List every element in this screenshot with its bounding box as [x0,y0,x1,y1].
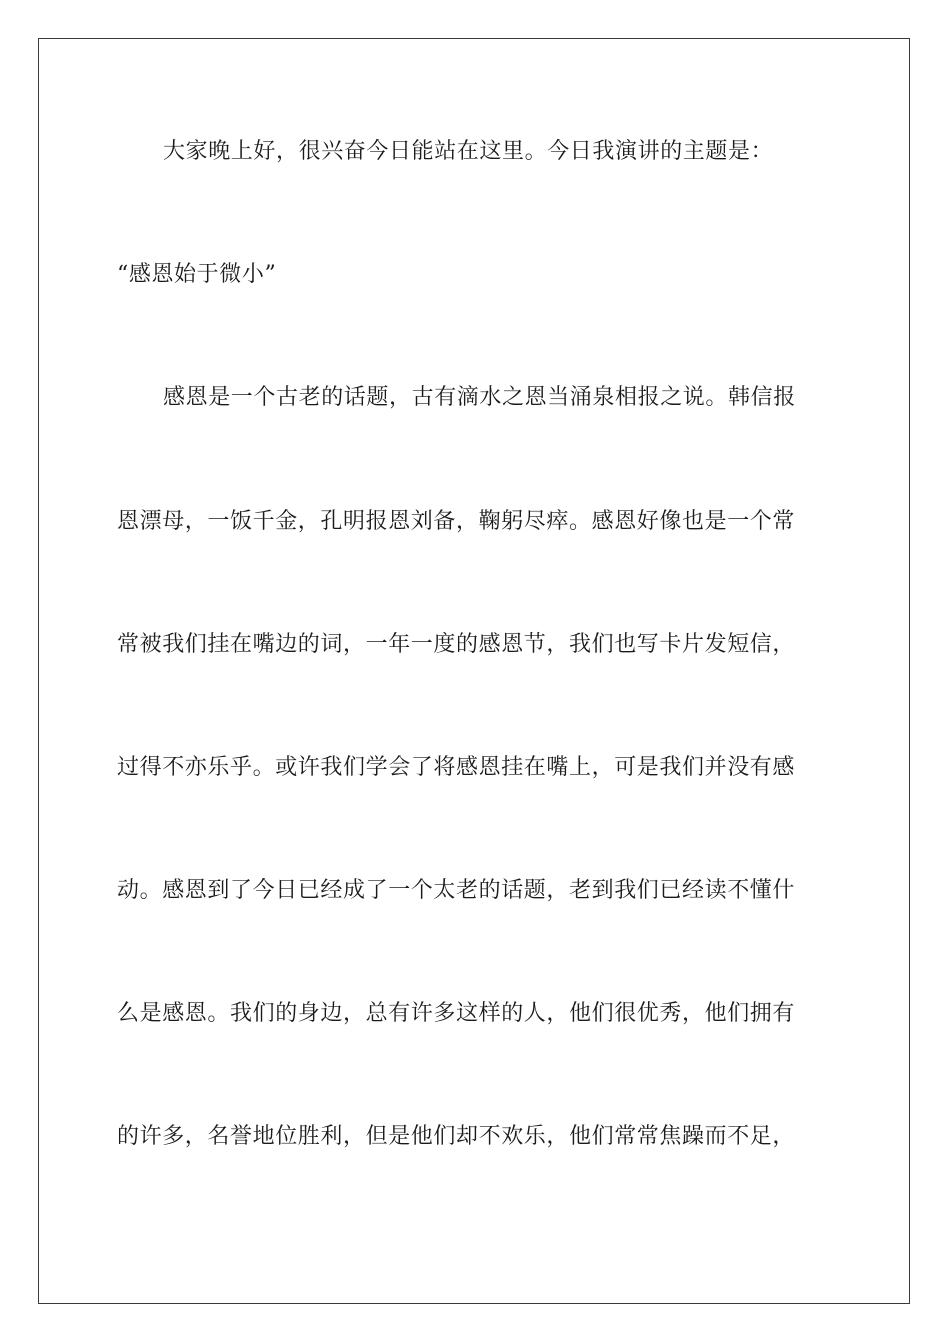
paragraph-2-line-3: 常被我们挂在嘴边的词，一年一度的感恩节，我们也写卡片发短信， [117,632,796,657]
paragraph-2-line-1: 感恩是一个古老的话题，古有滴水之恩当涌泉相报之说。韩信报 [163,385,796,410]
paragraph-2-line-2: 恩漂母，一饭千金，孔明报恩刘备，鞠躬尽瘁。感恩好像也是一个常 [117,509,796,534]
paragraph-2-line-5: 动。感恩到了今日已经成了一个太老的话题，老到我们已经读不懂什 [117,878,796,903]
page-border [38,38,910,1304]
paragraph-2-line-7: 的许多，名誉地位胜利，但是他们却不欢乐，他们常常焦躁而不足， [117,1124,796,1149]
paragraph-1-line-1: 大家晚上好，很兴奋今日能站在这里。今日我演讲的主题是： [163,139,774,164]
paragraph-2-line-6: 么是感恩。我们的身边，总有许多这样的人，他们很优秀，他们拥有 [117,1001,796,1026]
paragraph-2-line-4: 过得不亦乐乎。或许我们学会了将感恩挂在嘴上，可是我们并没有感 [117,755,796,780]
paragraph-1-line-2: “感恩始于微小” [117,262,277,287]
